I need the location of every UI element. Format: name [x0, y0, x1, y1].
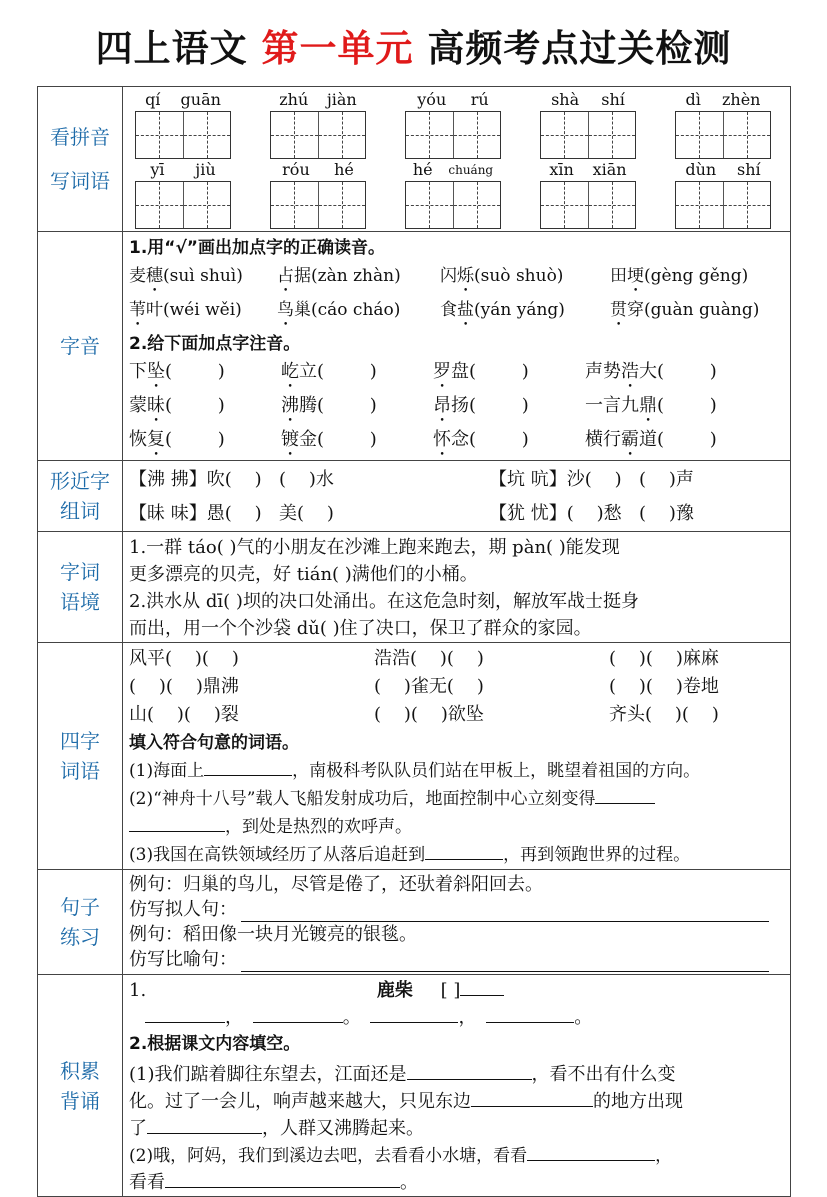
section-pinyin [38, 87, 791, 232]
similar-char-item[interactable]: ( )豫 [639, 503, 694, 524]
answer-blank[interactable] [204, 757, 292, 776]
answer-paren[interactable]: ( ) [165, 361, 225, 382]
pinyin-syllable: zhèn [721, 90, 761, 109]
dotted-char: 鸟 [277, 300, 294, 320]
word-part: 下 [129, 361, 147, 382]
answer-blank[interactable] [425, 841, 503, 860]
word-part: 一言九 [585, 395, 639, 416]
similar-char-item[interactable]: 【坑 吭】沙( ) [489, 469, 622, 490]
section-label [38, 87, 123, 232]
answer-blank[interactable] [407, 1061, 532, 1080]
section-yujing [38, 532, 791, 643]
reading-choice[interactable] [610, 296, 800, 330]
dotted-char: 埂 [627, 266, 644, 286]
answer-paren[interactable]: ( ) [469, 429, 529, 450]
similar-char-item[interactable]: ( )声 [639, 469, 694, 490]
section-jilei [38, 975, 791, 1197]
title-part1: 四上语文 [95, 27, 262, 70]
dotted-char: 沸 [281, 395, 299, 416]
answer-paren[interactable]: ( ) [165, 395, 225, 416]
word-part: 叶 [146, 300, 163, 320]
pinyin-item [393, 159, 528, 229]
dotted-char: 盐 [457, 300, 474, 320]
title-unit: 第一单元 [261, 27, 414, 70]
answer-blank[interactable] [471, 1088, 593, 1107]
recite-text: (1)我们踮着脚往东望去，江面还是 [129, 1064, 407, 1085]
annotate-list [129, 358, 786, 460]
pinyin-syllable: hé [412, 160, 433, 179]
tianzige-cell[interactable] [184, 112, 231, 158]
word-part: 立 [299, 361, 317, 382]
pinyin-syllable: zhú [279, 90, 309, 109]
pinyin-syllable: chuáng [448, 163, 494, 177]
context-line: 而出，用一个个沙袋 dǔ( )住了决口，保卫了群众的家园。 [129, 618, 592, 639]
pinyin-syllable: jiàn [326, 90, 357, 109]
tianzige-cell[interactable] [541, 182, 589, 228]
tianzige-cell[interactable] [676, 182, 724, 228]
pinyin-syllable: qí [145, 90, 161, 109]
word-part: 腾 [299, 395, 317, 416]
pinyin-syllable: guān [180, 90, 221, 109]
word-part: 道 [639, 429, 657, 450]
idiom-item[interactable]: 浩浩( )( ) [374, 648, 484, 669]
pinyin-item [123, 159, 258, 229]
punct: 。 [342, 1007, 361, 1028]
tianzige-boxes[interactable] [675, 111, 771, 159]
recite-line [129, 1088, 786, 1115]
tianzige-cell[interactable] [676, 112, 724, 158]
pinyin-syllable: yī [150, 160, 165, 179]
idiom-item[interactable]: ( )( )卷地 [609, 676, 719, 697]
answer-paren[interactable]: ( ) [469, 395, 529, 416]
dotted-char: 霸 [621, 429, 639, 450]
dotted-char: 坠 [147, 361, 165, 382]
sentence-text: (2)“神舟十八号”载人飞船发射成功后，地面控制中心立刻变得 [129, 789, 596, 809]
similar-char-item[interactable]: 【昧 味】愚( ) [129, 503, 262, 524]
pinyin-options: (wéi wěi) [163, 300, 242, 320]
label-line: 词语 [60, 759, 100, 783]
dotted-char: 昧 [147, 395, 165, 416]
similar-char-grid [129, 463, 786, 531]
dynasty-bracket: [ ] [440, 980, 461, 1001]
pinyin-item [663, 89, 798, 159]
word-part: 扬 [451, 395, 469, 416]
pinyin-options: (yán yáng) [474, 300, 565, 320]
worksheet-table [37, 86, 791, 1197]
idiom-grid [129, 645, 786, 729]
author-blank[interactable] [460, 977, 504, 996]
word-part: 田 [610, 266, 627, 286]
dotted-char: 鼎 [639, 395, 657, 416]
section-label [38, 643, 123, 870]
pinyin-text [540, 89, 636, 111]
annotate-item [129, 426, 281, 460]
pinyin-word [405, 159, 501, 229]
tianzige-cell[interactable] [271, 182, 319, 228]
label-line: 看拼音 [50, 125, 110, 149]
label-line: 积累 [60, 1058, 100, 1083]
reading-choice[interactable] [277, 262, 440, 296]
pinyin-syllable: dùn [685, 160, 717, 179]
prompt-text: 仿写拟人句： [129, 899, 237, 920]
tianzige-cell[interactable] [271, 112, 319, 158]
sentence-text: ，到处是热烈的欢呼声。 [225, 817, 412, 837]
pinyin-text [270, 89, 366, 111]
section-xingjin [38, 461, 791, 532]
tianzige-boxes[interactable] [675, 181, 771, 229]
idiom-item[interactable]: 齐头( )( ) [609, 704, 719, 725]
pinyin-item [663, 159, 798, 229]
question-2: 2.根据课文内容填空。 [129, 1034, 301, 1054]
recite-text: 看看 [129, 1172, 165, 1193]
tianzige-boxes[interactable] [135, 181, 231, 229]
pinyin-grid [123, 87, 790, 229]
pinyin-options: (zàn zhàn) [311, 266, 401, 286]
pinyin-syllable: xiān [592, 160, 627, 179]
dotted-char: 屹 [281, 361, 299, 382]
word-part: 金 [299, 429, 317, 450]
pinyin-options: (guàn guàng) [644, 300, 760, 320]
annotate-item [433, 392, 585, 426]
pinyin-item [258, 159, 393, 229]
similar-char-item[interactable]: 美( ) [279, 503, 334, 524]
question-2: 2.给下面加点字注音。 [129, 334, 301, 354]
reading-choice[interactable] [440, 296, 610, 330]
tianzige-boxes[interactable] [405, 181, 501, 229]
poem-blank[interactable] [370, 1004, 458, 1023]
pinyin-word [540, 89, 636, 159]
label-line: 练习 [60, 925, 100, 949]
pinyin-item [528, 159, 663, 229]
word-part: 恢 [129, 429, 147, 450]
pinyin-text [405, 159, 501, 181]
sentence-text: (1)海面上 [129, 761, 205, 781]
tianzige-cell[interactable] [724, 112, 771, 158]
idiom-item[interactable]: ( )雀无( ) [374, 676, 484, 697]
dotted-char: 怀 [433, 429, 451, 450]
recite-line [129, 1142, 786, 1169]
fill-sentence-3 [129, 841, 786, 869]
tianzige-boxes[interactable] [405, 111, 501, 159]
idiom-item[interactable]: ( )( )麻麻 [609, 648, 719, 669]
fill-sentence-2 [129, 785, 786, 813]
annotate-item [433, 426, 585, 460]
tianzige-cell[interactable] [724, 182, 771, 228]
dotted-char: 罗 [433, 361, 451, 382]
idiom-item[interactable]: 山( )( )裂 [129, 704, 239, 725]
pinyin-word [135, 89, 231, 159]
idiom-item[interactable]: ( )( )欲坠 [374, 704, 484, 725]
fill-sentence-1 [129, 757, 786, 785]
label-line: 字音 [60, 334, 100, 358]
recite-text: (2)哦，阿妈，我们到溪边去吧，去看看小水塘，看看 [129, 1146, 528, 1166]
section-label [38, 870, 123, 975]
dotted-char: 占 [277, 266, 294, 286]
pinyin-syllable: róu [282, 160, 310, 179]
pinyin-text [675, 89, 771, 111]
label-line: 语境 [60, 590, 100, 614]
reading-choice[interactable] [610, 262, 800, 296]
annotate-item [281, 392, 433, 426]
answer-paren[interactable]: ( ) [657, 395, 717, 416]
tianzige-cell[interactable] [184, 182, 231, 228]
recite-text: 了 [129, 1118, 147, 1139]
pinyin-syllable: rú [470, 90, 489, 109]
sentence-text: ，南极科考队队员们站在甲板上，眺望着祖国的方向。 [292, 761, 701, 781]
poem-title: 鹿柴 [376, 980, 413, 1001]
annotate-item [281, 426, 433, 460]
title-part3: 高频考点过关检测 [413, 27, 732, 70]
annotate-item [281, 358, 433, 392]
label-line: 形近字 [50, 469, 110, 493]
word-part: 麦 [129, 266, 146, 286]
idiom-item[interactable]: ( )( )鼎沸 [129, 676, 239, 697]
word-part: 大 [639, 361, 657, 382]
pinyin-word [135, 159, 231, 229]
recite-line [129, 1115, 786, 1142]
pinyin-word [675, 159, 771, 229]
answer-paren[interactable]: ( ) [469, 361, 529, 382]
word-part: 闪 [440, 266, 457, 286]
pinyin-word [270, 159, 366, 229]
pinyin-item [123, 89, 258, 159]
word-part: 声势 [585, 361, 621, 382]
word-part: 横行 [585, 429, 621, 450]
recite-text: ，人群又沸腾起来。 [262, 1118, 424, 1139]
pinyin-syllable: jiù [195, 160, 216, 179]
fill-sentence-2-cont [129, 813, 786, 841]
recite-text: ，看不出有什么变 [531, 1064, 676, 1085]
sentence-text: ，再到领跑世界的过程。 [503, 845, 691, 865]
pinyin-word [675, 89, 771, 159]
word-part: 念 [451, 429, 469, 450]
pinyin-text [270, 159, 366, 181]
pinyin-syllable: yóu [417, 90, 447, 109]
pinyin-item [528, 89, 663, 159]
poem-blank[interactable] [486, 1004, 574, 1023]
pinyin-options: (suò shuò) [474, 266, 564, 286]
pinyin-text [675, 159, 771, 181]
label-line: 写词语 [50, 169, 110, 193]
question-number: 1. [129, 980, 147, 1001]
pinyin-options: (suì shuì) [163, 266, 243, 286]
pinyin-word [540, 159, 636, 229]
annotate-item [129, 392, 281, 426]
answer-paren[interactable]: ( ) [317, 429, 377, 450]
label-line: 背诵 [60, 1088, 100, 1113]
annotate-item [433, 358, 585, 392]
context-line: 1.一群 táo( )气的小朋友在沙滩上跑来跑去，期 pàn( )能发现 [129, 537, 620, 558]
dotted-char: 昂 [433, 395, 451, 416]
tianzige-boxes[interactable] [270, 181, 366, 229]
tianzige-cell[interactable] [136, 112, 184, 158]
section-sizi [38, 643, 791, 870]
dotted-char: 镀 [281, 429, 299, 450]
tianzige-cell[interactable] [136, 182, 184, 228]
pinyin-syllable: shí [736, 160, 761, 179]
label-line: 组词 [60, 499, 100, 523]
tianzige-boxes[interactable] [540, 181, 636, 229]
tianzige-boxes[interactable] [135, 111, 231, 159]
reading-choice[interactable] [277, 296, 440, 330]
prompt-text: 仿写比喻句： [129, 949, 237, 970]
question-1: 1.用“√”画出加点字的正确读音。 [129, 238, 385, 258]
label-line: 四字 [60, 729, 100, 753]
sentence-text: (3)我国在高铁领域经历了从落后追赶到 [129, 845, 426, 865]
reading-choice[interactable] [440, 262, 610, 296]
pinyin-item [258, 89, 393, 159]
word-part: 穿 [627, 300, 644, 320]
pinyin-word [270, 89, 366, 159]
pinyin-options: (cáo cháo) [311, 300, 401, 320]
annotate-item [129, 358, 281, 392]
pinyin-word [405, 89, 501, 159]
pinyin-syllable: xīn [549, 160, 574, 179]
pinyin-item [393, 89, 528, 159]
dotted-char: 复 [147, 429, 165, 450]
fill-title: 填入符合句意的词语。 [129, 733, 299, 753]
section-juzi [38, 870, 791, 975]
annotate-item [585, 426, 785, 460]
answer-blank[interactable] [165, 1169, 400, 1188]
reading-choice[interactable] [129, 296, 277, 330]
section-label [38, 532, 123, 643]
word-part: 蒙 [129, 395, 147, 416]
context-line: 更多漂亮的贝壳，好 tián( )满他们的小桶。 [129, 564, 478, 585]
pinyin-text [135, 89, 231, 111]
punct: 。 [574, 1007, 593, 1028]
tianzige-boxes[interactable] [270, 111, 366, 159]
recite-line [129, 1169, 786, 1196]
tianzige-cell[interactable] [589, 182, 636, 228]
word-part: 据 [294, 266, 311, 286]
tianzige-cell[interactable] [454, 182, 501, 228]
poem-lines [129, 1004, 786, 1031]
similar-char-item[interactable]: 【犹 忧】( )愁 [489, 503, 622, 524]
tianzige-cell[interactable] [541, 112, 589, 158]
imitate-row-2 [129, 947, 786, 972]
answer-blank[interactable] [595, 785, 655, 804]
answer-blank[interactable] [527, 1142, 655, 1161]
tianzige-cell[interactable] [319, 182, 366, 228]
example-sentence-1: 例句：归巢的鸟儿，尽管是倦了，还驮着斜阳回去。 [129, 874, 543, 895]
answer-paren[interactable]: ( ) [657, 429, 717, 450]
answer-blank[interactable] [147, 1115, 262, 1134]
poem-blank[interactable] [145, 1004, 225, 1023]
answer-paren[interactable]: ( ) [317, 395, 377, 416]
answer-paren[interactable]: ( ) [317, 361, 377, 382]
section-label [38, 232, 123, 461]
reading-choice-list [129, 262, 786, 330]
similar-char-item[interactable]: ( )水 [279, 469, 334, 490]
dotted-char: 贯 [610, 300, 627, 320]
recite-text: 化。过了一会儿，响声越来越大，只见东边 [129, 1091, 471, 1112]
punct: ， [458, 1007, 477, 1028]
page-title [0, 24, 827, 74]
imitate-row-1 [129, 897, 786, 922]
section-label [38, 975, 123, 1197]
annotate-item [585, 358, 785, 392]
section-label [38, 461, 123, 532]
pinyin-options: (gèng gěng) [644, 266, 749, 286]
tianzige-cell[interactable] [406, 112, 454, 158]
pinyin-syllable: shà [551, 90, 580, 109]
poem-header [129, 977, 786, 1004]
word-part: 巢 [294, 300, 311, 320]
pinyin-syllable: shí [601, 90, 625, 109]
pinyin-text [135, 159, 231, 181]
pinyin-syllable: hé [334, 160, 354, 179]
dotted-char: 苇 [129, 300, 146, 320]
section-ziyin [38, 232, 791, 461]
recite-text: 的地方出现 [593, 1091, 683, 1112]
answer-paren[interactable]: ( ) [657, 361, 717, 382]
annotate-item [585, 392, 785, 426]
word-part: 食 [440, 300, 457, 320]
tianzige-cell[interactable] [319, 112, 366, 158]
punct: ， [225, 1007, 243, 1028]
reading-choice[interactable] [129, 262, 277, 296]
example-sentence-2: 例句：稻田像一块月光镀亮的银毯。 [129, 924, 417, 945]
answer-line[interactable] [241, 951, 769, 972]
recite-text: ， [655, 1146, 673, 1166]
tianzige-cell[interactable] [406, 182, 454, 228]
recite-line [129, 1061, 786, 1088]
answer-line[interactable] [241, 901, 769, 922]
answer-blank[interactable] [129, 813, 225, 832]
dotted-char: 烁 [457, 266, 474, 286]
pinyin-syllable: dì [685, 90, 701, 109]
similar-char-item[interactable]: 【沸 拂】吹( ) [129, 469, 262, 490]
recite-text: 。 [400, 1172, 418, 1193]
idiom-item[interactable]: 风平( )( ) [129, 648, 239, 669]
dotted-char: 浩 [621, 361, 639, 382]
dotted-char: 穗 [146, 266, 163, 286]
label-line: 句子 [60, 895, 100, 919]
label-line: 字词 [60, 560, 100, 584]
tianzige-cell[interactable] [589, 112, 636, 158]
poem-blank[interactable] [253, 1004, 343, 1023]
tianzige-cell[interactable] [454, 112, 501, 158]
pinyin-text [540, 159, 636, 181]
pinyin-text [405, 89, 501, 111]
word-part: 盘 [451, 361, 469, 382]
answer-paren[interactable]: ( ) [165, 429, 225, 450]
context-line: 2.洪水从 dī( )坝的决口处涌出。在这危急时刻，解放军战士挺身 [129, 591, 639, 612]
tianzige-boxes[interactable] [540, 111, 636, 159]
